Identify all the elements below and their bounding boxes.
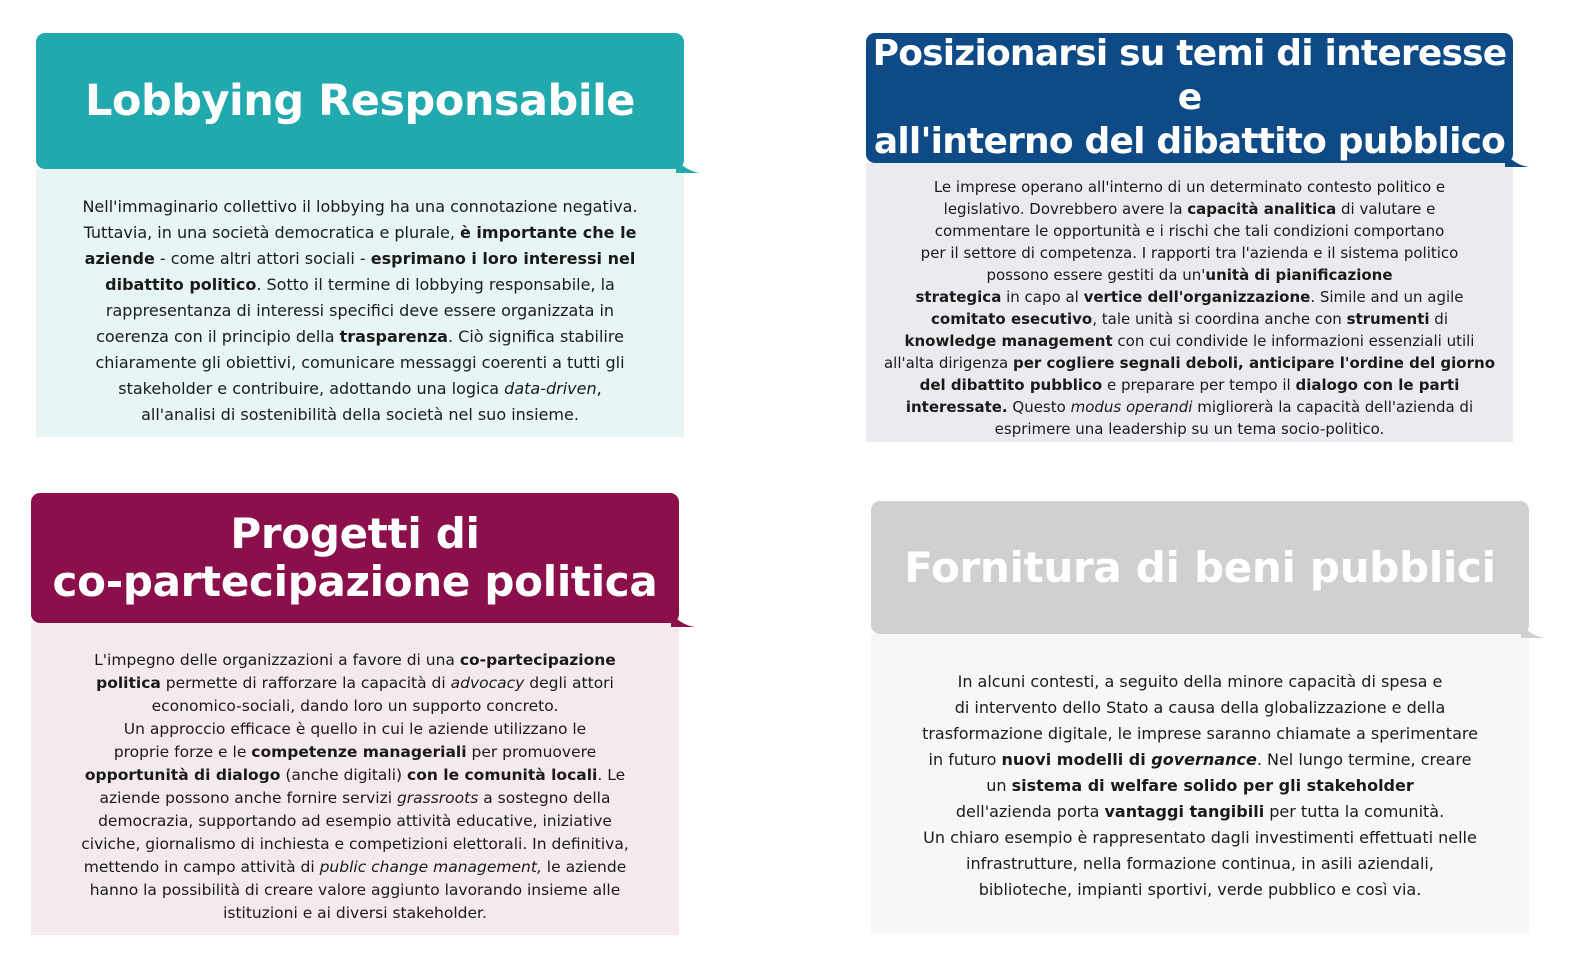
card-posizionarsi [866,33,1513,442]
body-line [874,242,1505,264]
text-run: Questo [1007,398,1071,416]
text-run: per promuovere [466,743,597,761]
body-line [50,350,670,376]
text-run: modus operandi [1070,398,1193,416]
body-line [874,308,1505,330]
text-run: L'impegno delle organizzazioni a favore di una [94,651,460,669]
text-run: Nell'immaginario collettivo il lobbying ha una connotazione negativa. [82,197,638,216]
body-line [883,669,1517,695]
text-run: proprie forze e le [113,743,252,761]
text-run: Un approccio efficace è quello in cui le aziende utilizzano le [123,720,587,738]
text-run: Le imprese operano all'interno di un determinato contesto politico e [933,178,1446,196]
body-line [50,324,670,350]
text-run: di intervento dello Stato a causa della globalizzazione e della [954,698,1446,717]
text-run: trasformazione digitale, le imprese saranno chiamate a sperimentare [922,724,1478,743]
text-run: stakeholder e contribuire, adottando una logica [118,379,505,398]
text-run: . Ciò significa stabilire [447,327,624,346]
body-line [41,672,669,695]
text-run: competenze manageriali [251,743,467,761]
body-line [874,330,1505,352]
text-run: di valutare e [1336,200,1436,218]
body-line [883,695,1517,721]
text-run: democrazia, supportando ad esempio attività educative, iniziative [98,812,612,830]
text-run: (anche digitali) [280,766,407,784]
text-run: permette di rafforzare la capacità di [160,674,451,692]
text-run: , [596,379,602,398]
body-line [883,773,1517,799]
text-run: legislativo. Dovrebbero avere la [943,200,1188,218]
card-body [866,163,1513,442]
title-line: Lobbying Responsabile [85,76,635,126]
title-line: Progetti di [230,509,480,558]
text-run: a sostegno della [478,789,611,807]
body-line [41,833,669,856]
body-line [874,264,1505,286]
body-line [50,246,670,272]
text-run: esprimere una leadership su un tema socio-politico. [994,420,1385,438]
text-run: vantaggi tangibili [1104,802,1265,821]
text-run: , tale unità si coordina anche con [1092,310,1347,328]
text-run: public change management, [319,858,542,876]
text-run: opportunità di dialogo [84,766,281,784]
text-run: governance [1151,750,1257,769]
text-run: . Simile and un agile [1310,288,1464,306]
text-run: . Nel lungo termine, creare [1256,750,1472,769]
text-run: Tuttavia, in una società democratica e plurale, [83,223,460,242]
card-title [904,543,1495,592]
text-run: del dibattito pubblico [919,376,1103,394]
title-line: all'interno del dibattito pubblico [873,121,1506,162]
body-line [41,695,669,718]
text-run: un [986,776,1012,795]
body-line [50,298,670,324]
speech-bubble-tail [1505,153,1529,167]
text-run: knowledge management [904,332,1113,350]
card-title [85,76,635,126]
text-run: degli attori [524,674,614,692]
text-run: civiche, giornalismo di inchiesta e competizioni elettorali. In definitiva, [81,835,629,853]
body-line [41,856,669,879]
body-line [883,799,1517,825]
body-line [41,764,669,787]
text-run: è importante che le [459,223,637,242]
text-run: In alcuni contesti, a seguito della minore capacità di spesa e [957,672,1443,691]
text-run: in capo al [1001,288,1084,306]
card-header [866,33,1513,163]
card-body [36,169,684,437]
body-line [50,272,670,298]
speech-bubble-tail [676,159,700,173]
text-run: co-partecipazione [459,651,616,669]
body-line [41,649,669,672]
text-run: interessate. [905,398,1008,416]
title-line: Posizionarsi su temi di interesse e [872,33,1507,118]
text-run: dell'azienda porta [955,802,1105,821]
text-run: migliorerà la capacità dell'azienda di [1192,398,1474,416]
text-run: grassroots [396,789,479,807]
body-line [50,220,670,246]
text-run: per cogliere segnali deboli, anticipare l'ordine del giorno [1012,354,1495,372]
text-run: con cui condivide le informazioni essenziali utili [1112,332,1475,350]
text-run: all'alta dirigenza [883,354,1013,372]
body-line [874,374,1505,396]
card-header [36,33,684,169]
text-run: coerenza con il principio della [96,327,340,346]
text-run: biblioteche, impianti sportivi, verde pubblico e così via. [978,880,1422,899]
text-run: . Sotto il termine di lobbying responsabile, la [256,275,615,294]
title-line: Fornitura di beni pubblici [904,543,1496,592]
text-run: dialogo con le parti [1295,376,1460,394]
text-run: mettendo in campo attività di [83,858,320,876]
text-run: chiaramente gli obiettivi, comunicare messaggi coerenti a tutti gli [95,353,625,372]
text-run: commentare le opportunità e i rischi che tali condizioni comportano [934,222,1445,240]
body-line [874,286,1505,308]
text-run: le aziende [541,858,627,876]
text-run: con le comunità locali [407,766,598,784]
text-run: infrastrutture, nella formazione continua, in asili aziendali, [966,854,1434,873]
text-run: vertice dell'organizzazione [1083,288,1311,306]
card-title [866,32,1513,164]
body-line [41,787,669,810]
text-run: in futuro [928,750,1002,769]
card-header [31,493,679,623]
body-line [41,879,669,902]
body-line [41,902,669,925]
text-run: per il settore di competenza. I rapporti tra l'azienda e il sistema politico [920,244,1459,262]
card-title [53,510,658,606]
text-run: hanno la possibilità di creare valore aggiunto lavorando insieme alle [89,881,621,899]
text-run: strumenti [1346,310,1430,328]
card-body [871,634,1529,934]
text-run: advocacy [450,674,525,692]
text-run: e preparare per tempo il [1102,376,1296,394]
text-run: data-driven [504,379,597,398]
card-beni-pubblici [871,501,1529,934]
body-line [883,851,1517,877]
body-line [874,220,1505,242]
body-line [41,718,669,741]
body-line [874,418,1505,440]
card-body [31,623,679,935]
text-run: per tutta la comunità. [1264,802,1445,821]
body-line [874,352,1505,374]
body-line [883,877,1517,903]
speech-bubble-tail [1521,624,1545,638]
text-run: - come altri attori sociali - [154,249,371,268]
body-line [883,747,1517,773]
text-run: comitato esecutivo [931,310,1093,328]
card-lobbying-responsabile [36,33,684,437]
text-run: esprimano i loro interessi nel [370,249,636,268]
text-run: possono essere gestiti da un' [986,266,1206,284]
text-run: economico-sociali, dando loro un supporto concreto. [151,697,559,715]
body-line [874,198,1505,220]
card-header [871,501,1529,634]
text-run: trasparenza [339,327,448,346]
title-line: co-partecipazione politica [52,557,658,606]
body-line [883,825,1517,851]
card-co-partecipazione [31,493,679,935]
body-line [41,741,669,764]
body-line [50,402,670,428]
text-run: Un chiaro esempio è rappresentato dagli investimenti effettuati nelle [923,828,1477,847]
text-run: unità di pianificazione [1205,266,1393,284]
text-run: nuovi modelli di [1001,750,1152,769]
text-run: di [1429,310,1448,328]
body-line [883,721,1517,747]
text-run: dibattito politico [105,275,257,294]
text-run: . Le [597,766,626,784]
text-run: strategica [915,288,1002,306]
text-run: istituzioni e ai diversi stakeholder. [223,904,487,922]
text-run: all'analisi di sostenibilità della società nel suo insieme. [141,405,579,424]
body-line [50,376,670,402]
text-run: aziende possono anche fornire servizi [99,789,397,807]
body-line [874,176,1505,198]
text-run: aziende [84,249,155,268]
text-run: capacità analitica [1187,200,1337,218]
speech-bubble-tail [671,613,695,627]
text-run: politica [96,674,161,692]
body-line [874,396,1505,418]
body-line [50,194,670,220]
body-line [41,810,669,833]
text-run: sistema di welfare solido per gli stakeholder [1011,776,1414,795]
text-run: rappresentanza di interessi specifici deve essere organizzata in [105,301,615,320]
